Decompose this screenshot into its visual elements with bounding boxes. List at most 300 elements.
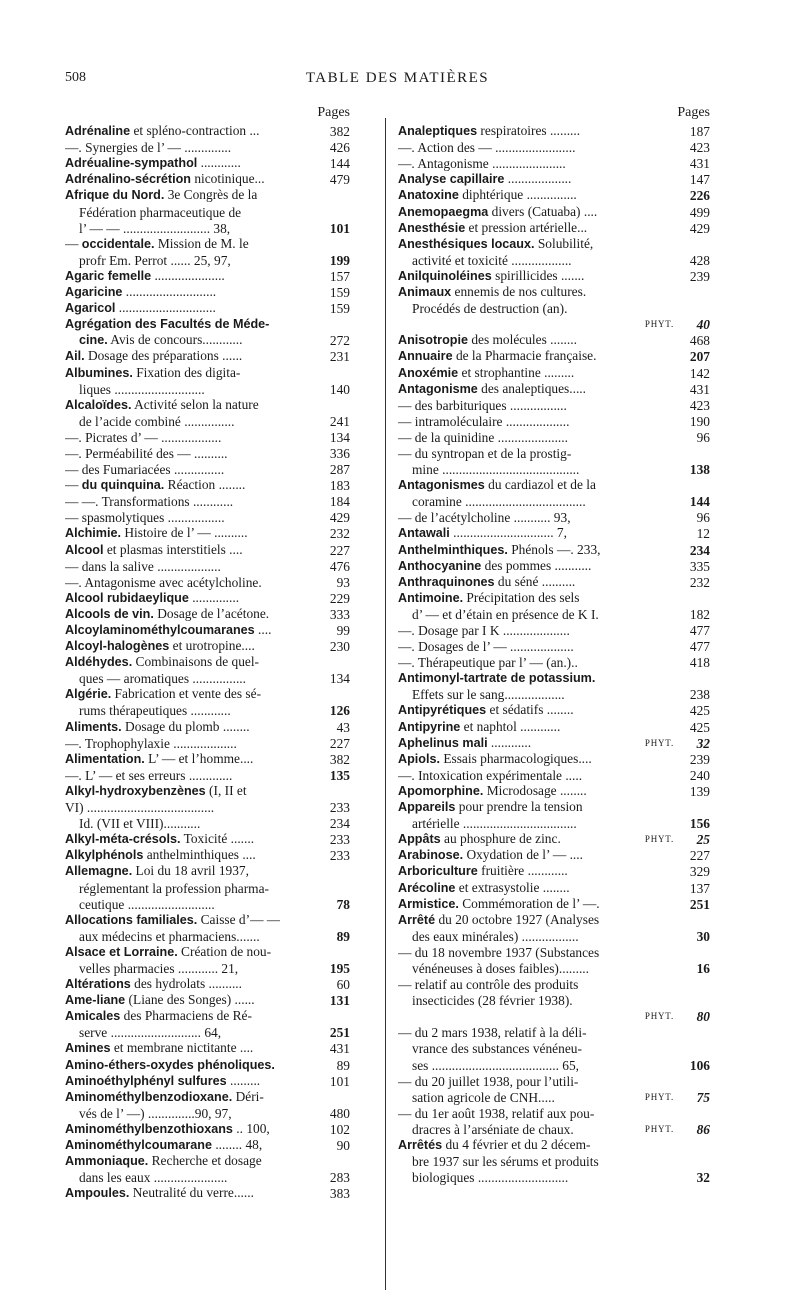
index-entry — [65, 702, 350, 718]
page-reference: 32 — [696, 1170, 710, 1186]
index-entry — [65, 171, 350, 187]
index-entry — [398, 1040, 710, 1056]
entry-description: Loi du 18 avril 1937, — [132, 863, 249, 879]
index-entry — [65, 429, 350, 445]
index-entry — [398, 735, 710, 751]
page-reference: 183 — [329, 478, 350, 494]
entry-description: Toxicité ....... — [180, 831, 255, 847]
entry-text — [65, 992, 255, 1008]
entry-term: Anemopaegma — [398, 204, 489, 219]
entry-term: Anthelminthiques. — [398, 542, 508, 557]
entry-text — [398, 670, 595, 686]
index-entry — [398, 879, 710, 895]
index-entry — [398, 1008, 710, 1024]
entry-description: Microdosage ........ — [483, 782, 587, 798]
index-entry — [65, 718, 350, 734]
page-reference: 234 — [689, 542, 710, 558]
index-entry — [398, 268, 710, 284]
entry-term: Alkyl-méta-crésols. — [65, 832, 181, 847]
entry-text — [398, 1058, 579, 1073]
index-entry — [65, 944, 350, 960]
entry-description: — de la quinidine ..................... — [398, 429, 568, 445]
index-entry — [65, 300, 350, 316]
page-reference: 142 — [689, 365, 710, 381]
page-reference: 12 — [696, 526, 710, 542]
index-entry — [65, 1056, 350, 1072]
index-entry — [398, 606, 710, 622]
entry-description: au phosphure de zinc. — [440, 831, 561, 847]
entry-description: Dosage du plomb ........ — [121, 718, 250, 734]
page-reference: 426 — [329, 140, 350, 156]
entry-description: —. L’ — et ses erreurs ............. — [65, 767, 233, 783]
entry-text — [65, 462, 224, 477]
entry-term: Anisotropie — [398, 333, 468, 348]
entry-text — [398, 655, 578, 670]
entry-term: Allocations familiales. — [65, 912, 198, 927]
entry-text — [398, 220, 587, 236]
entry-term: Alcool — [65, 542, 104, 557]
page-reference: 251 — [329, 1025, 350, 1041]
index-entry — [398, 1137, 710, 1153]
index-entry — [65, 654, 350, 670]
index-entry — [65, 1185, 350, 1201]
entry-term: Anesthésie — [398, 220, 466, 235]
entry-description: ceutique .......................... — [79, 896, 215, 912]
entry-text — [398, 1122, 574, 1137]
entry-term: Afrique du Nord. — [65, 188, 165, 203]
entry-text — [65, 382, 205, 397]
index-column-right — [398, 103, 710, 1185]
entry-description: — du syntropan et de la prostig- — [398, 445, 572, 461]
entry-text — [65, 671, 246, 686]
entry-text — [65, 831, 254, 847]
entry-text — [65, 590, 239, 606]
entry-description: Oxydation de l’ — .... — [463, 847, 583, 863]
entry-description: et sédatifs ........ — [486, 702, 574, 718]
entry-term: Adrénaline — [65, 124, 131, 139]
index-entry — [398, 525, 710, 541]
entry-text — [398, 863, 568, 879]
entry-description: ..................... — [151, 267, 225, 283]
index-entry — [65, 509, 350, 525]
entry-text — [398, 365, 574, 381]
entry-description: —. Dosages de l’ — ................... — [398, 639, 574, 655]
index-entry — [65, 863, 350, 879]
entry-text — [65, 703, 231, 718]
entry-description: de la Pharmacie française. — [452, 348, 597, 364]
entry-description: — du 20 juillet 1938, pour l’utili- — [398, 1073, 579, 1089]
entry-text — [398, 799, 583, 815]
entry-description: ........................... — [122, 284, 217, 300]
entry-text — [65, 575, 262, 590]
index-entry — [65, 1137, 350, 1153]
entry-description: .............................. 7, — [449, 525, 567, 541]
entry-description: des eaux minérales) ................. — [412, 928, 579, 944]
entry-text — [65, 912, 280, 928]
entry-term: Anoxémie — [398, 365, 459, 380]
page-reference: 101 — [329, 220, 350, 236]
index-entry — [398, 928, 710, 944]
page-title: TABLE DES MATIÈRES — [305, 70, 490, 86]
entry-term: Adréualine-sympathol — [65, 156, 198, 171]
page-reference: 329 — [689, 864, 710, 880]
entry-term: Alcaloïdes. — [65, 397, 132, 412]
entry-text — [398, 477, 596, 493]
index-entry — [65, 1024, 350, 1040]
entry-description: Phénols —. 233, — [507, 541, 601, 557]
page-reference: 468 — [689, 333, 710, 349]
entry-text — [398, 140, 575, 155]
entry-term: du quinquina. — [81, 478, 165, 493]
index-entry — [65, 735, 350, 751]
entry-text — [65, 638, 255, 654]
index-entry — [398, 751, 710, 767]
index-entry — [398, 252, 710, 268]
entry-text — [65, 284, 216, 300]
entry-term: Aldéhydes. — [65, 655, 133, 670]
index-entry — [65, 397, 350, 413]
entry-text — [398, 462, 579, 477]
index-entry — [65, 558, 350, 574]
index-entry — [398, 622, 710, 638]
page-reference: 423 — [689, 140, 710, 156]
page-reference: 30 — [696, 928, 710, 944]
page-reference: 335 — [689, 558, 710, 574]
index-entry — [65, 203, 350, 219]
entry-description: dracres à l’arséniate de chaux. — [412, 1121, 574, 1137]
index-entry — [398, 236, 710, 252]
index-entry — [398, 863, 710, 879]
entry-text — [65, 559, 221, 574]
entry-description: Commémoration de l’ —. — [458, 895, 600, 911]
entry-text — [65, 1025, 221, 1040]
entry-description: bre 1937 sur les sérums et produits — [412, 1154, 599, 1170]
entry-description: .. 100, — [232, 1120, 270, 1136]
index-entry — [398, 944, 710, 960]
entry-text — [398, 1170, 568, 1185]
entry-description: — relatif au contrôle des produits — [398, 977, 579, 993]
entry-text — [398, 398, 567, 413]
index-entry — [65, 992, 350, 1008]
entry-text — [398, 430, 568, 445]
entry-description: — — [65, 235, 82, 251]
page-reference: 25 — [696, 832, 710, 848]
entry-text — [65, 365, 240, 381]
entry-text — [65, 1121, 270, 1137]
entry-description: Activité selon la nature — [131, 396, 259, 412]
page-reference: 43 — [336, 719, 350, 735]
page-reference: 477 — [689, 623, 710, 638]
page-reference: 80 — [696, 1009, 710, 1025]
entry-text — [65, 348, 242, 364]
entry-description: Neutralité du verre...... — [129, 1185, 254, 1201]
index-entry — [65, 799, 350, 815]
entry-text — [398, 1025, 587, 1040]
page-reference: 139 — [689, 783, 710, 799]
index-entry — [65, 670, 350, 686]
index-entry — [398, 461, 710, 477]
page-reference: 241 — [329, 413, 350, 429]
entry-text — [65, 446, 228, 461]
entry-text — [65, 961, 238, 976]
entry-text — [398, 494, 586, 509]
column-divider — [385, 118, 386, 1290]
index-entry — [398, 203, 710, 219]
entry-description: — — [65, 477, 82, 493]
page-reference: 135 — [329, 767, 350, 783]
entry-description: Fabrication et vente des sé- — [111, 686, 262, 702]
entry-text — [65, 1170, 227, 1185]
index-entry — [398, 364, 710, 380]
index-entry — [65, 574, 350, 590]
entry-description: et pression artérielle... — [465, 219, 588, 235]
pages-heading-right: Pages — [677, 105, 710, 120]
entry-text — [65, 155, 241, 171]
entry-text — [398, 574, 575, 590]
index-entry — [398, 815, 710, 831]
index-entry — [65, 1105, 350, 1121]
entry-description: insecticides (28 février 1938). — [412, 993, 573, 1009]
entry-term: Antipyrétiques — [398, 703, 487, 718]
index-entry — [398, 976, 710, 992]
entry-term: Algérie. — [65, 687, 112, 702]
entry-description: respiratoires ......... — [477, 123, 581, 139]
entry-description: —. Dosage par I K .................... — [398, 623, 570, 638]
index-entry — [65, 541, 350, 557]
entry-text — [398, 236, 593, 252]
entry-text — [398, 156, 566, 171]
entry-description: Précipitation des sels — [463, 589, 580, 605]
entry-description: de l’acide combiné ............... — [79, 413, 235, 429]
entry-text — [65, 816, 200, 831]
entry-description: — du 1er août 1938, relatif aux pou- — [398, 1105, 595, 1121]
entry-term: cine. — [79, 333, 108, 348]
page-reference: 99 — [336, 623, 350, 638]
entry-text — [398, 446, 571, 461]
entry-text — [65, 510, 225, 525]
index-entry — [65, 268, 350, 284]
index-entry — [398, 638, 710, 654]
entry-term: Antimoine. — [398, 590, 464, 605]
index-column-left — [65, 103, 350, 1201]
entry-tag: PHYT. — [644, 834, 674, 845]
entry-description: —. Synergies de l’ — .............. — [65, 140, 232, 156]
entry-term: Allemagne. — [65, 864, 133, 879]
index-entry — [65, 413, 350, 429]
page-reference: 336 — [329, 445, 350, 461]
index-entry — [65, 1040, 350, 1056]
entry-description: et membrane nictitante .... — [110, 1040, 254, 1056]
entry-description: rums thérapeutiques ............ — [79, 703, 231, 719]
entry-text — [65, 1185, 254, 1201]
entry-term: Aminométhylbenzodioxane. — [65, 1089, 233, 1104]
entry-text — [65, 477, 245, 493]
entry-term: Agaric femelle — [65, 268, 152, 283]
entry-description: ................... — [504, 171, 572, 187]
entry-text — [398, 1106, 594, 1121]
index-entry — [398, 992, 710, 1008]
index-entry — [65, 525, 350, 541]
index-entry — [65, 847, 350, 863]
entry-text — [65, 944, 271, 960]
entry-description: —. Perméabilité des — .......... — [65, 445, 228, 461]
index-entry — [398, 541, 710, 557]
index-entry — [65, 236, 350, 252]
index-entry — [398, 718, 710, 734]
entry-description: — spasmolytiques ................. — [65, 510, 225, 526]
entry-description: des hydrolats .......... — [130, 976, 242, 992]
page-reference: 425 — [689, 703, 710, 719]
entry-term: Anesthésiques locaux. — [398, 236, 535, 251]
page-reference: 431 — [329, 1041, 350, 1057]
index-entry — [65, 767, 350, 783]
entry-term: Ame-liane — [65, 993, 126, 1008]
page-reference: 40 — [696, 317, 710, 333]
index-entry — [65, 493, 350, 509]
page-reference: 156 — [689, 816, 710, 832]
index-entry — [398, 960, 710, 976]
entry-text — [65, 1137, 262, 1153]
entry-text — [398, 1090, 555, 1105]
entry-term: Amicales — [65, 1009, 121, 1024]
page-reference: 226 — [689, 188, 710, 204]
index-entry — [65, 1008, 350, 1024]
page-reference: 102 — [329, 1121, 350, 1137]
entry-description: ......... — [226, 1072, 261, 1088]
entry-description: aux médecins et pharmaciens....... — [79, 928, 260, 944]
entry-description: Essais pharmacologiques.... — [439, 750, 592, 766]
page-reference: 240 — [689, 767, 710, 783]
entry-text — [398, 171, 571, 187]
page-reference: 233 — [329, 800, 350, 816]
entry-description: nicotinique... — [190, 171, 265, 187]
entry-tag: PHYT. — [644, 1011, 674, 1022]
entry-term: Arrêtés — [398, 1138, 443, 1152]
entry-description: serve ........................... 64, — [79, 1025, 222, 1041]
entry-description: VI) ...................................... — [65, 800, 215, 816]
entry-text — [398, 993, 573, 1008]
entry-description: du séné .......... — [494, 573, 576, 589]
entry-term: Antagonisme — [398, 381, 478, 396]
page-reference: 233 — [329, 832, 350, 848]
page-reference: 137 — [689, 880, 710, 896]
index-entry — [398, 1056, 710, 1072]
entry-text — [65, 976, 242, 992]
index-entry — [398, 429, 710, 445]
entry-description: — des barbituriques ................. — [398, 397, 567, 413]
entry-description: —. Trophophylaxie ................... — [65, 735, 237, 751]
entry-term: Antipyrine — [398, 719, 461, 734]
entry-term: Agrégation des Facultés de Méde- — [65, 317, 270, 332]
entry-description: dans les eaux ...................... — [79, 1170, 228, 1186]
index-entry — [65, 638, 350, 654]
page-reference: 182 — [689, 606, 710, 622]
entry-text — [398, 558, 591, 574]
entry-description: vrance des substances vénéneu- — [412, 1041, 582, 1057]
index-entry — [398, 847, 710, 863]
entry-term: Armistice. — [398, 896, 459, 911]
index-entry — [65, 928, 350, 944]
index-entry — [398, 558, 710, 574]
index-entry — [65, 332, 350, 348]
entry-text — [398, 945, 599, 960]
entry-text — [398, 1074, 578, 1089]
entry-text — [398, 977, 578, 992]
page-reference: 101 — [329, 1073, 350, 1089]
entry-term: Adrénalino-sécrétion — [65, 172, 191, 187]
page-reference: 227 — [329, 735, 350, 751]
index-entry — [398, 316, 710, 332]
page-reference: 234 — [329, 816, 350, 832]
entry-text — [65, 187, 257, 203]
entry-description: velles pharmacies ............ 21, — [79, 960, 239, 976]
entry-text — [398, 687, 565, 702]
entry-text — [398, 751, 592, 767]
entry-text — [65, 622, 271, 638]
entry-term: Amines — [65, 1041, 111, 1056]
entry-text — [65, 1040, 253, 1056]
entry-text — [398, 847, 583, 863]
page-reference: 106 — [689, 1057, 710, 1073]
entry-description: —. Picrates d’ — .................. — [65, 429, 222, 445]
page-reference: 89 — [336, 928, 350, 944]
entry-text — [65, 751, 253, 767]
entry-description: liques ........................... — [79, 381, 205, 397]
index-entry — [65, 896, 350, 912]
entry-text — [398, 268, 584, 284]
index-entry — [65, 622, 350, 638]
entry-description: — —. Transformations ............ — [65, 494, 234, 510]
index-entry — [65, 139, 350, 155]
page-reference: 184 — [329, 494, 350, 510]
index-entry — [65, 284, 350, 300]
entry-term: Aliments. — [65, 719, 122, 734]
page-reference: 134 — [329, 671, 350, 687]
entry-description: — du 18 novembre 1937 (Substances — [398, 944, 600, 960]
entry-description: — intramoléculaire ................... — [398, 413, 570, 429]
entry-text — [398, 1137, 590, 1153]
entry-description: —. Intoxication expérimentale ..... — [398, 767, 583, 783]
entry-text — [398, 1041, 582, 1056]
page-number: 508 — [65, 70, 86, 85]
pages-heading-left: Pages — [317, 105, 350, 120]
entry-text — [398, 204, 597, 220]
entry-text — [398, 783, 587, 799]
index-entry — [398, 1169, 710, 1185]
entry-text — [65, 719, 250, 735]
index-entry — [398, 155, 710, 171]
page-reference: 147 — [689, 172, 710, 188]
page-reference: 238 — [689, 687, 710, 703]
entry-description: pour prendre la tension — [455, 799, 583, 815]
entry-description: L’ — et l’homme.... — [144, 750, 254, 766]
index-entry — [65, 783, 350, 799]
entry-description: Réaction ........ — [164, 477, 246, 493]
index-entry — [398, 220, 710, 236]
index-entry — [65, 252, 350, 268]
index-entry — [65, 445, 350, 461]
index-entry — [65, 187, 350, 203]
entry-term: Anthraquinones — [398, 574, 495, 589]
entry-text — [398, 348, 596, 364]
index-entry — [398, 670, 710, 686]
entry-description: biologiques ........................... — [412, 1170, 569, 1186]
index-entry — [65, 461, 350, 477]
entry-description: profr Em. Perrot ...... 25, 97, — [79, 252, 231, 268]
entry-term: Anilquinoléines — [398, 268, 492, 283]
page-reference: 90 — [336, 1138, 350, 1153]
entry-description: ennemis de nos cultures. — [451, 284, 587, 300]
